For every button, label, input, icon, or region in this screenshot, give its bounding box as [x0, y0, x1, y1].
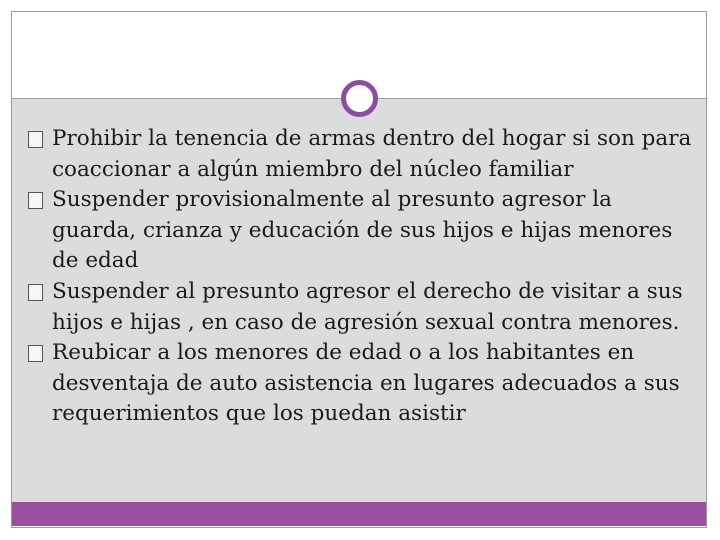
- bullet-text: Suspender al presunto agresor el derecho de visitar a sus hijos e hijas , en caso de agresión sexual contra menores.: [52, 278, 683, 335]
- bullet-item: [34, 338, 694, 430]
- bullet-text: Suspender provisionalmente al presunto agresor la guarda, crianza y educación de sus hijos e hijas menores de edad: [52, 187, 673, 274]
- bullet-text: Prohibir la tenencia de armas dentro del hogar si son para coaccionar a algún miembro del núcleo familiar: [52, 126, 692, 182]
- bullet-box-icon: [28, 131, 43, 148]
- footer-accent-band: [12, 502, 706, 526]
- bullet-item: [34, 185, 694, 277]
- bullet-box-icon: [28, 192, 43, 209]
- ring-ornament-icon: [341, 80, 378, 117]
- bullet-box-icon: [28, 345, 43, 362]
- bullet-text: Reubicar a los menores de edad o a los habitantes en desventaja de auto asistencia en lugares adecuados a sus requerimientos que los puedan asistir: [52, 340, 680, 427]
- bullet-item: [34, 124, 694, 185]
- bullet-item: [34, 277, 694, 338]
- bullet-list: [34, 124, 694, 430]
- bullet-box-icon: [28, 284, 43, 301]
